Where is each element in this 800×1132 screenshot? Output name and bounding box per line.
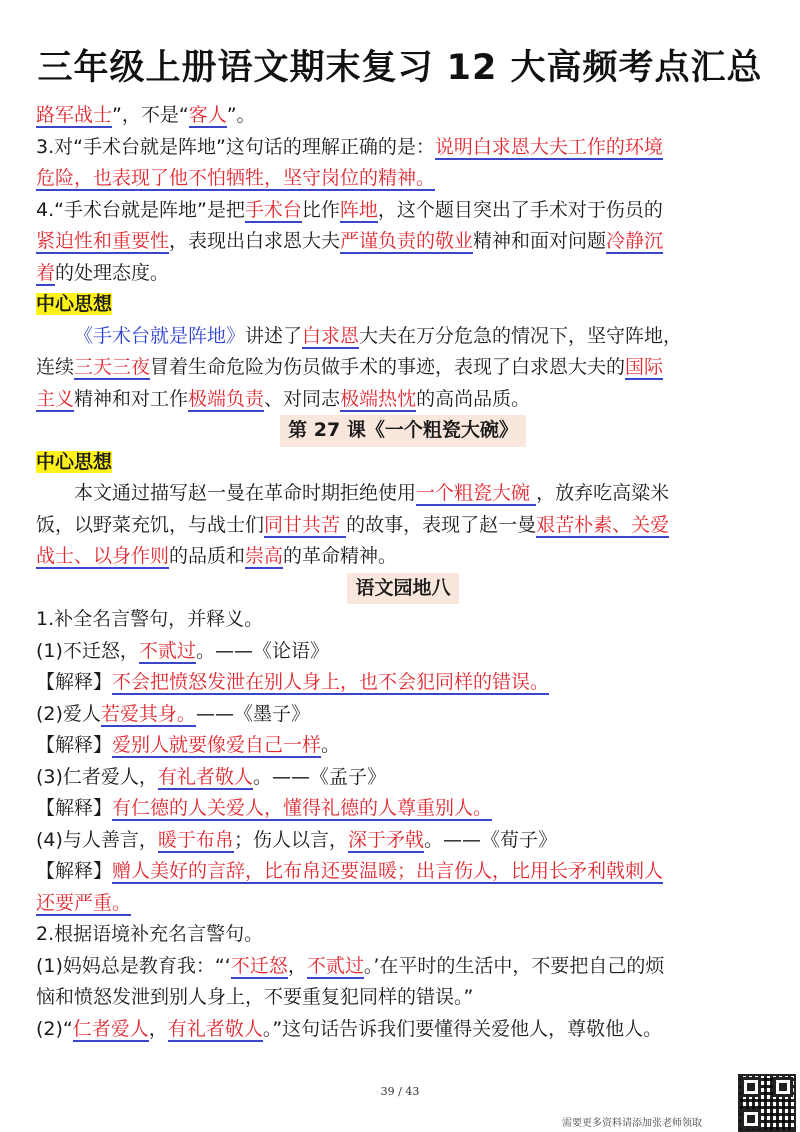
text-line bbox=[36, 1014, 770, 1046]
section-heading: 中心思想 bbox=[36, 450, 113, 473]
text-line bbox=[36, 478, 770, 510]
text-segment: 精神和对工作 bbox=[74, 387, 189, 410]
text-segment: 【解释】 bbox=[36, 797, 113, 819]
answer-text: 手术台 bbox=[244, 198, 302, 221]
text-segment: 的高尚品质。 bbox=[416, 387, 531, 410]
section-heading: 中心思想 bbox=[36, 293, 113, 315]
text-segment: 。——《孟子》 bbox=[252, 765, 386, 788]
text-segment: 、对同志 bbox=[264, 387, 341, 410]
text-segment: ，放弃吃高粱米 bbox=[536, 482, 670, 504]
text-segment: 的处理态度。 bbox=[55, 261, 170, 284]
text-line bbox=[36, 289, 770, 321]
answer-text: 深于矛戟 bbox=[347, 828, 424, 851]
text-line bbox=[36, 762, 770, 794]
answer-text: 严谨负责的敬业 bbox=[340, 230, 474, 252]
answer-text: 白求恩 bbox=[302, 324, 360, 347]
text-line bbox=[36, 258, 770, 290]
answer-text: 仁者爱人 bbox=[72, 1017, 149, 1040]
qr-code-icon bbox=[738, 1074, 796, 1132]
text-segment: 讲述了 bbox=[245, 324, 303, 347]
answer-text: 着 bbox=[36, 261, 56, 284]
text-segment: 。”这句话告诉我们要懂得关爱他人，尊敬他人。 bbox=[262, 1017, 663, 1040]
answer-text: 爱别人就要像爱自己一样 bbox=[112, 734, 322, 756]
text-line bbox=[36, 604, 770, 636]
text-line bbox=[36, 321, 770, 353]
text-line bbox=[36, 856, 770, 888]
answer-text: 说明白求恩大夫工作的环境 bbox=[434, 135, 663, 158]
text-line bbox=[36, 226, 770, 258]
text-line bbox=[36, 100, 770, 132]
text-line bbox=[36, 352, 770, 384]
text-segment: ”，不是“ bbox=[112, 104, 189, 126]
text-line bbox=[36, 541, 770, 573]
text-segment: 。 bbox=[321, 734, 341, 756]
text-segment: 。’在平时的生活中，不要把自己的烦 bbox=[363, 954, 665, 977]
answer-text: 若爱其身。 bbox=[100, 702, 196, 725]
answer-text: 不会把愤怒发泄在别人身上，也不会犯同样的错误。 bbox=[112, 671, 550, 693]
answer-text: 还要严重。 bbox=[36, 891, 132, 914]
page-number: 39 / 43 bbox=[380, 1085, 420, 1098]
text-line bbox=[36, 982, 770, 1014]
text-segment: 3.对“手术台就是阵地”这句话的理解正确的是： bbox=[36, 135, 435, 158]
text-segment: 精神和面对问题 bbox=[473, 230, 607, 252]
answer-text: 三天三夜 bbox=[74, 356, 151, 378]
answer-text: 暖于布帛 bbox=[157, 828, 234, 851]
text-line bbox=[36, 636, 770, 668]
document-body bbox=[36, 100, 770, 1045]
lesson-heading: 语文园地八 bbox=[347, 573, 458, 605]
text-line bbox=[36, 730, 770, 762]
text-line bbox=[36, 951, 770, 983]
text-segment: 【解释】 bbox=[36, 860, 113, 882]
answer-text: 崇高 bbox=[245, 545, 284, 567]
answer-text: 战士、以身作则 bbox=[36, 545, 170, 567]
text-line bbox=[36, 699, 770, 731]
text-segment: ；伤人以言， bbox=[233, 828, 348, 851]
answer-text: 一个粗瓷大碗 bbox=[416, 482, 537, 504]
text-segment: 1.补全名言警句，并释义。 bbox=[36, 608, 264, 630]
text-segment: ，这个题目突出了手术对于伤员的 bbox=[377, 198, 663, 221]
text-line bbox=[36, 447, 770, 479]
answer-text: 有仁德的人关爱人，懂得礼德的人尊重别人。 bbox=[112, 797, 493, 819]
answer-text: 艰苦朴素、关爱 bbox=[536, 513, 670, 536]
answer-text: 极端热忱 bbox=[340, 387, 417, 410]
answer-text: 客人 bbox=[188, 104, 227, 126]
text-line bbox=[36, 825, 770, 857]
answer-text: 有礼者敬人 bbox=[167, 1017, 263, 1040]
text-line bbox=[36, 163, 770, 195]
answer-text: 赠人美好的言辞，比布帛还要温暖；出言伤人，比用长矛利戟刺人 bbox=[112, 860, 664, 882]
answer-text: 不贰过 bbox=[306, 954, 364, 977]
text-segment: (1)不迁怒， bbox=[36, 639, 139, 662]
text-segment: (4)与人善言， bbox=[36, 828, 158, 851]
text-segment: 的故事，表现了赵一曼 bbox=[346, 513, 537, 536]
answer-text: 路军战士 bbox=[36, 104, 113, 126]
page-title: 三年级上册语文期末复习 12 大高频考点汇总 bbox=[37, 48, 763, 88]
text-line bbox=[36, 793, 770, 825]
answer-text: 冷静沉 bbox=[606, 230, 664, 252]
text-line bbox=[36, 510, 770, 542]
text-line bbox=[36, 384, 770, 416]
text-line bbox=[36, 132, 770, 164]
answer-text: 不贰过 bbox=[138, 639, 196, 662]
text-segment: ”。 bbox=[226, 104, 256, 126]
text-segment: 【解释】 bbox=[36, 734, 113, 756]
text-segment: (3)仁者爱人， bbox=[36, 765, 158, 788]
text-line bbox=[36, 919, 770, 951]
text-segment: 比作 bbox=[301, 198, 340, 221]
answer-text: 危险，也表现了他不怕牺牲，坚守岗位的精神。 bbox=[36, 167, 436, 189]
text-segment: 冒着生命危险为伤员做手术的事迹，表现了白求恩大夫的 bbox=[150, 356, 626, 378]
answer-text: 有礼者敬人 bbox=[157, 765, 253, 788]
text-line bbox=[36, 888, 770, 920]
text-segment: 4.“手术台就是阵地”是把 bbox=[36, 198, 245, 221]
text-segment: 的品质和 bbox=[169, 545, 246, 567]
answer-text: 国际 bbox=[625, 356, 664, 378]
text-segment: 2.根据语境补充名言警句。 bbox=[36, 923, 264, 945]
text-segment: 【解释】 bbox=[36, 671, 113, 693]
answer-text: 同甘共苦 bbox=[264, 513, 347, 536]
text-segment: 本文通过描写赵一曼在革命时期拒绝使用 bbox=[74, 482, 417, 504]
text-segment: 连续 bbox=[36, 356, 75, 378]
text-segment: ——《墨子》 bbox=[195, 702, 310, 725]
text-segment: (1)妈妈总是教育我：“‘ bbox=[36, 954, 231, 977]
answer-text: 阵地 bbox=[339, 198, 378, 221]
answer-text: 不迁怒 bbox=[230, 954, 288, 977]
text-segment: ， bbox=[287, 954, 307, 977]
text-segment: 的革命精神。 bbox=[283, 545, 398, 567]
answer-text: 主义 bbox=[36, 387, 75, 410]
text-segment: 饭，以野菜充饥，与战士们 bbox=[36, 513, 265, 536]
text-segment: 大夫在万分危急的情况下，坚守阵地， bbox=[359, 324, 683, 347]
text-line bbox=[36, 195, 770, 227]
answer-text: 极端负责 bbox=[188, 387, 265, 410]
text-segment: ，表现出白求恩大夫 bbox=[169, 230, 341, 252]
text-segment: 。——《荀子》 bbox=[423, 828, 557, 851]
text-segment: (2)“ bbox=[36, 1017, 73, 1040]
answer-text: 紧迫性和重要性 bbox=[36, 230, 170, 252]
text-segment: (2)爱人 bbox=[36, 702, 101, 725]
text-segment: 。——《论语》 bbox=[195, 639, 329, 662]
text-line bbox=[36, 573, 770, 605]
text-line bbox=[36, 667, 770, 699]
footer-note: 需要更多资料请添加张老师领取 bbox=[562, 1118, 702, 1129]
lesson-heading: 第 27 课《一个粗瓷大碗》 bbox=[280, 415, 526, 447]
text-segment: ， bbox=[148, 1017, 168, 1040]
text-line bbox=[36, 415, 770, 447]
text-segment: 《手术台就是阵地》 bbox=[74, 324, 246, 347]
text-segment: 恼和愤怒发泄到别人身上，不要重复犯同样的错误。” bbox=[36, 986, 474, 1008]
